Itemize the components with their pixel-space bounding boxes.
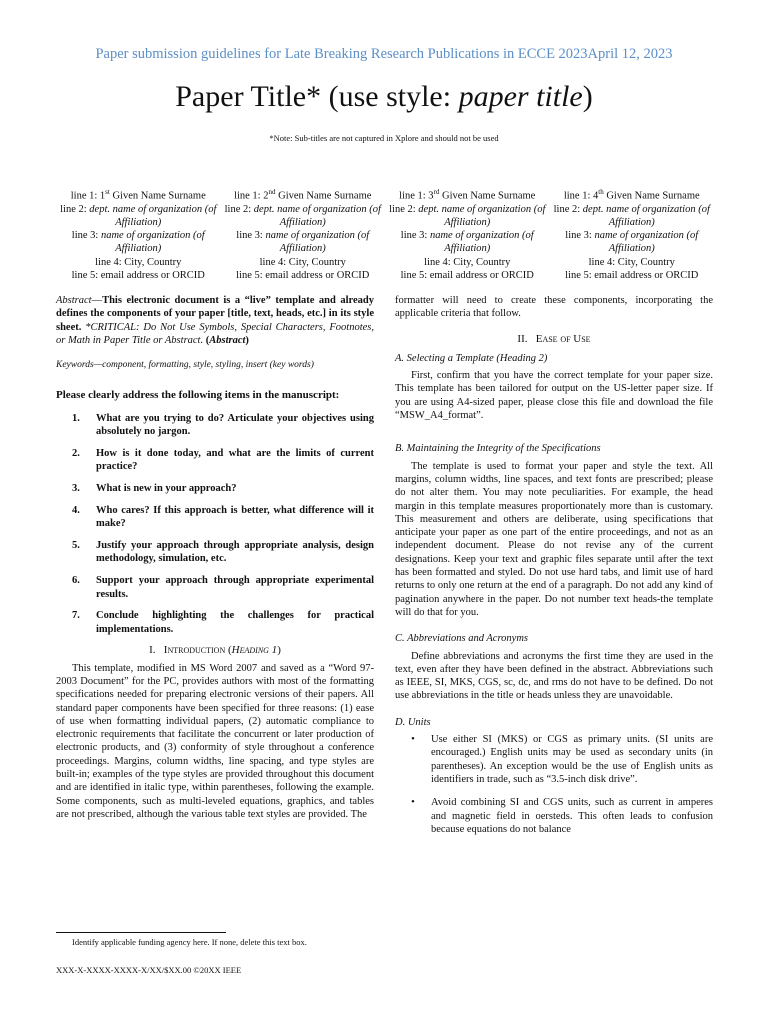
copyright-line: XXX-X-XXXX-XXXX-X/XX/$XX.00 ©20XX IEEE [56,965,242,975]
question-item: 5. Justify your approach through appropriate analysis, design methodology, simulation, etc. [72,539,374,565]
keywords: Keywords—component, formatting, style, styling, insert (key words) [56,360,314,371]
question-item: 3. What is new in your approach? [72,483,237,495]
units-bullet-list [395,733,713,836]
paragraph-integrity: The template is used to format your paper and style the text. All margins, column widths, line spaces, and text fonts are prescribed; please do not alter them. You may note peculiarities. For example, the head margin in this template measures proportionately more than is customary. This measurement and others are deliberate, using specifications that anticipate your paper as one part of the entire proceedings, and not as an independent document. Please do not revise any of the current designations. Keep your text and graphic files separate until after the text has been formatted and styled. Do not use hard tabs, and limit use of hard returns to only one return at the end of a paragraph. Do not add any kind of pagination anywhere in the paper. Do not number text heads-the template will do that for you. [395,460,713,618]
author-block [56,186,714,282]
question-item: 2. How is it done today, and what are the limits of current practice? [72,447,374,473]
funding-footnote: Identify applicable funding agency here. If none, delete this text box. [72,937,307,947]
running-header: Paper submission guidelines for Late Breaking Research Publications in ECCE 2023April 12, 2023 [95,46,673,62]
instruction-heading: Please clearly address the following items in the manuscript: [56,388,340,401]
abstract: Abstract—This electronic document is a “live” template and already defines the components of your paper [title, text, heads, etc.] in its style sheet. *CRITICAL: Do Not Use Symbols, Special Characters, Footnotes, or Math in Paper Title or Abstract. (Abstract) [56,295,374,346]
questions-list [56,412,374,637]
paper-title: Paper Title* (use style: paper title) [175,80,593,113]
left-column [56,294,374,821]
continued-paragraph: formatter will need to create these components, incorporating the applicable criteria that follow. [395,295,713,320]
subheading-abbreviations: C. Abbreviations and Acronyms [395,633,528,645]
section-heading-ease-of-use: II. Ease of Use [517,332,591,345]
bullet-icon: • [411,797,415,809]
introduction-paragraph: This template, modified in MS Word 2007 and saved as a “Word 97-2003 Document” for the PC, provides authors with most of the formatting specifications needed for preparing electronic versions of their papers. All standard paper components have been specified for three reasons: (1) ease of use when formatting individual papers, (2) automatic compliance to electronic requirements that facilitate the concurrent or later production of electronic products, and (3) conformity of style throughout a conference proceedings. Margins, column widths, line spacing, and type styles are built-in; examples of the type styles are provided throughout this document and are identified in italic type, within parentheses, following the example. Some components, such as multi-leveled equations, graphics, and tables are not prescribed, although the various table text styles are provided. The [56,662,374,820]
author-3: line 1: 3rd Given Name Surname line 2: dept. name of organization (of Affiliation) line 3: name of organization (of Affiliation) line 4: City, Country line 5: email address or ORCID [389,188,546,281]
bullet-icon: • [411,734,415,746]
right-column [395,294,713,846]
question-item: 6. Support your approach through appropriate experimental results. [72,575,374,600]
question-item: 7. Conclude highlighting the challenges for practical implementations. [72,610,374,635]
subheading-selecting-template: A. Selecting a Template (Heading 2) [395,352,548,364]
section-heading-introduction: I. Introduction (Heading 1) [149,644,281,657]
author-4: line 1: 4th Given Name Surname line 2: dept. name of organization (of Affiliation) line 3: name of organization (of Affiliation) line 4: City, Country line 5: email address or ORCID [553,188,710,281]
paragraph-abbreviations: Define abbreviations and acronyms the first time they are used in the text, even after they have been defined in the abstract. Abbreviations such as IEEE, SI, MKS, CGS, sc, dc, and rms do not have to be defined. Do not use abbreviations in the title or heads unless they are unavoidable. [395,650,713,702]
author-1: line 1: 1st Given Name Surname line 2: dept. name of organization (of Affiliation) line 3: name of organization (of Affiliation) line 4: City, Country line 5: email address or ORCID [60,188,217,281]
paragraph-template: First, confirm that you have the correct template for your paper size. This template has been tailored for output on the US-letter paper size. If you are using A4-sized paper, please close this file and download the file “MSW_A4_format”. [395,370,713,422]
subtitle-note: *Note: Sub-titles are not captured in Xplore and should not be used [269,133,499,143]
units-bullet-item: • Avoid combining SI and CGS units, such as current in amperes and magnetic field in oersteds. This often leads to confusion because equations do not balance [395,796,713,836]
question-item: 4. Who cares? If this approach is better, what difference will it make? [72,504,374,530]
subheading-integrity: B. Maintaining the Integrity of the Specifications [395,443,601,455]
author-2: line 1: 2nd Given Name Surname line 2: dept. name of organization (of Affiliation) line 3: name of organization (of Affiliation) line 4: City, Country line 5: email address or ORCID [224,188,381,281]
question-item: 1. What are you trying to do? Articulate your objectives using absolutely no jargon. [72,412,374,438]
footnote-divider [56,932,226,933]
units-bullet-item: • Use either SI (MKS) or CGS as primary units. (SI units are encouraged.) English units may be used as secondary units (in parentheses). An exception would be the use of English units as identifiers in trade, such as “3.5-inch disk drive”. [395,733,713,786]
subheading-units: D. Units [395,716,431,728]
